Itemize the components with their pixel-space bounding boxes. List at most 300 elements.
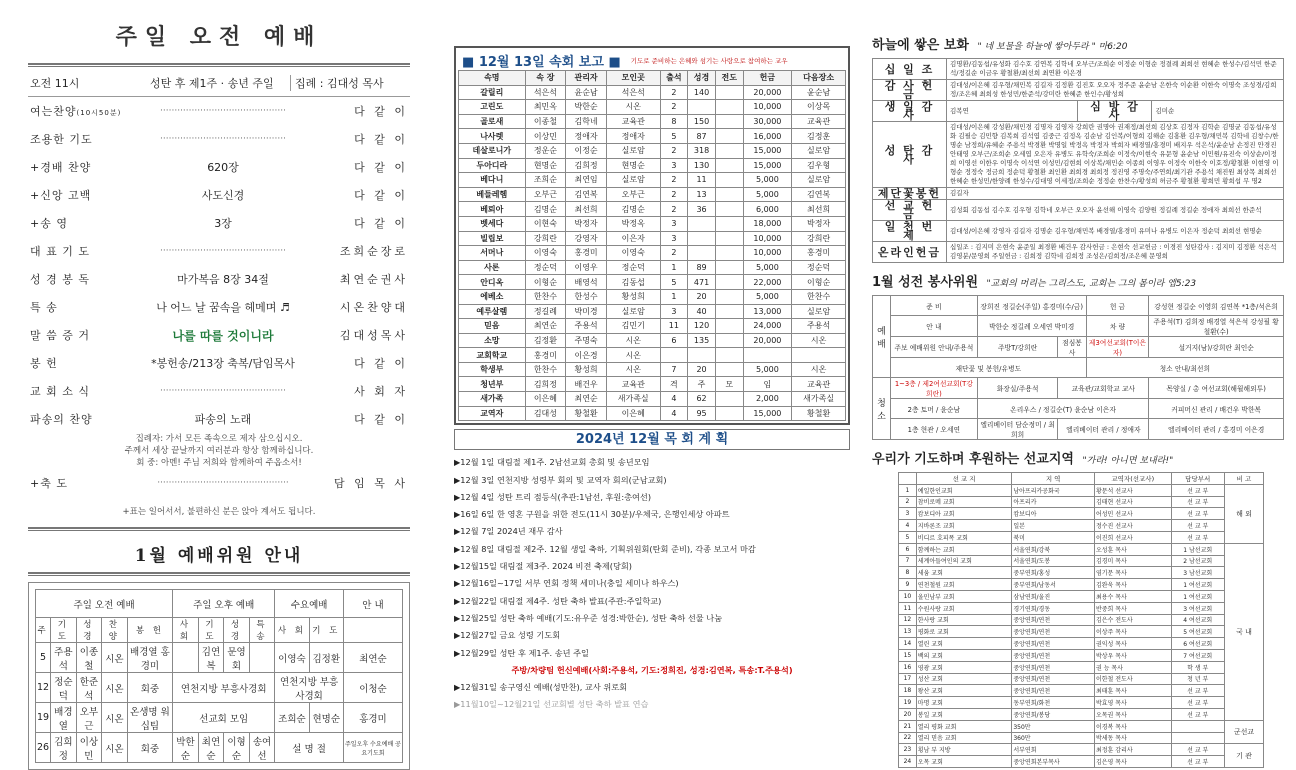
mission-cell: 7 <box>899 555 917 567</box>
order-item: 나 어느 날 꿈속을 헤메며 ♬ <box>156 301 290 314</box>
report-cell <box>715 202 743 217</box>
mission-cell: 평화로 교회 <box>916 626 1012 638</box>
schedule-item: ▶12월 3일 연천지방 성령부 회의 및 교역자 회의(군남교회) <box>454 474 667 485</box>
duty-cell: 최연순 <box>198 733 224 763</box>
mission-cell: 열리 평화 교회 <box>916 720 1012 732</box>
order-label <box>30 383 130 399</box>
report-col-header: 속명 <box>459 71 526 86</box>
report-cell: 김우형 <box>792 158 846 173</box>
report-cell: 최민옥 <box>525 100 566 115</box>
schedule-item: ▶12월27일 금요 성령 기도회 <box>454 630 561 641</box>
report-cell <box>715 187 743 202</box>
report-subtitle: 기도로 준비하는 은혜와 섬기는 사랑으로 참여하는 교우 <box>630 56 788 65</box>
order-row <box>28 349 410 377</box>
order-who: 담 임 목 사 <box>334 477 408 490</box>
mission-cell: 최정훈 감리사 <box>1094 744 1171 756</box>
service-table <box>872 295 1284 440</box>
mission-cell: 황문석 선교사 <box>1094 484 1171 496</box>
report-cell: 박한순 <box>566 100 607 115</box>
duty-cell: 선교회 모임 <box>173 703 275 733</box>
duty-cell: 이종철 <box>76 643 102 673</box>
mission-cell: 김태현 선교사 <box>1094 496 1171 508</box>
mission-cell: 김완욱 목사 <box>1094 579 1171 591</box>
report-cell <box>715 304 743 319</box>
duty-cell: 26 <box>36 733 51 763</box>
report-cell: 120 <box>688 319 716 334</box>
report-cell <box>688 216 716 231</box>
report-cell <box>688 348 716 363</box>
duty-cell: 박한순 <box>173 733 199 763</box>
order-item: 사도신경 <box>201 189 245 202</box>
report-cell: 6,000 <box>743 202 792 217</box>
offering-key: 생 일 감 사 <box>873 101 947 122</box>
mission-side-cell: 해 외 <box>1224 484 1263 543</box>
report-cell: 김대성 <box>525 406 566 421</box>
report-row <box>459 231 846 246</box>
mission-cell: 연천철원 교회 <box>916 579 1012 591</box>
order-label <box>30 159 130 175</box>
offering-quote: " 네 보물을 하늘에 쌓아두라 " 마6:20 <box>977 42 1128 52</box>
report-cell: 한찬수 <box>792 289 846 304</box>
mission-cell: 21 <box>899 720 917 732</box>
section-rule <box>28 572 410 576</box>
report-row <box>459 143 846 158</box>
report-cell: 2 <box>660 173 688 188</box>
mission-cell: 오목 교회 <box>916 756 1012 768</box>
title-rule <box>28 63 410 67</box>
mission-cell: 서부연회 <box>1012 744 1095 756</box>
report-cell: 강희란 <box>792 231 846 246</box>
mission-cell: 중앙연회/연천 <box>1012 626 1095 638</box>
mission-cell: 염기문 목사 <box>1094 567 1171 579</box>
report-cell: 최연순 <box>525 319 566 334</box>
worship-header <box>28 69 410 97</box>
report-cell: 최선희 <box>566 202 607 217</box>
duty-row <box>36 733 403 763</box>
mission-cell: 17 <box>899 673 917 685</box>
service-cell: 헌 금 <box>1086 296 1149 316</box>
report-cell <box>660 348 688 363</box>
duty-guide-cell: 이청순 <box>343 673 402 703</box>
mission-cell: 동부연회/화천 <box>1012 697 1095 709</box>
report-cell <box>715 333 743 348</box>
offering-value: 김길자 <box>947 188 1284 200</box>
section-rule <box>28 527 410 531</box>
report-cell: 시온 <box>606 348 660 363</box>
offering-title: 하늘에 쌓은 보화 <box>872 38 969 53</box>
report-cell: 황철환 <box>792 406 846 421</box>
report-row <box>459 392 846 407</box>
report-cell: 박정자 <box>566 216 607 231</box>
offering-value: 김대성/이은혜 김우형/채민복 김길자 김정환 김진호 오오자 정주준 윤순남 은한숙 이순환 이한숙 이명숙 조성경/김희정/조은혜 최희성 한성민/한준석/강미란 한혜준 한인수/황성희 <box>947 80 1284 101</box>
report-cell: 김명순 <box>525 202 566 217</box>
report-cell: 홍경미 <box>525 348 566 363</box>
report-table <box>458 70 846 421</box>
mission-cell: 박세동 목사 <box>1094 732 1171 744</box>
offering-row <box>873 80 1284 101</box>
report-col-header: 성경 <box>688 71 716 86</box>
report-cell: 교육관 <box>606 377 660 392</box>
mission-cell: 정수진 선교사 <box>1094 520 1171 532</box>
clean-cell: 1~3층 / 제2여선교회(T강희란) <box>891 378 978 399</box>
order-label-text: 조용한 기도 <box>30 133 93 146</box>
standing-note: +표는 일어서서, 불편하신 분은 앉아 계셔도 됩니다. <box>122 507 316 517</box>
duty-cell: 연천지방 부흥사경회 <box>173 673 275 703</box>
duty-cell: 시온 <box>102 673 128 703</box>
report-cell: 김희정 <box>525 377 566 392</box>
schedule-item: ▶12월 7일 2024년 재무 감사 <box>454 526 563 537</box>
mission-col-header: 교역자(선교사) <box>1094 473 1171 485</box>
duty-cell: 오부근 <box>76 703 102 733</box>
report-row <box>459 362 846 377</box>
mission-cell: 2 <box>899 496 917 508</box>
mission-row <box>899 508 1264 520</box>
report-cell: 5,000 <box>743 289 792 304</box>
order-item: ············································ <box>160 386 286 396</box>
service-row <box>873 337 1284 358</box>
order-label <box>30 103 130 119</box>
report-cell <box>715 85 743 100</box>
duty-cell: 연천지방 부흥사경회 <box>275 673 344 703</box>
mission-cell: 마명 교회 <box>916 697 1012 709</box>
mission-row <box>899 661 1264 673</box>
clean-cell: 교육관/교회학교 교사 <box>1058 378 1149 399</box>
report-cell: 15,000 <box>743 143 792 158</box>
duty-cell: 한준석 <box>76 673 102 703</box>
clean-cell: 화장실/주용석 <box>977 378 1058 399</box>
duty-cell: 온생명 워십팀 <box>127 703 173 733</box>
mission-row <box>899 614 1264 626</box>
mission-cell: 예일한인교회 <box>916 484 1012 496</box>
report-cell: 교육관 <box>792 377 846 392</box>
duty-cell <box>249 643 275 673</box>
report-cell: 한찬수 <box>525 289 566 304</box>
mission-header <box>872 448 1284 467</box>
report-cell: 김명순 <box>606 202 660 217</box>
report-cell <box>715 348 743 363</box>
report-cell: 62 <box>688 392 716 407</box>
report-cell: 예루살렘 <box>459 304 526 319</box>
report-cell: 주명숙 <box>566 333 607 348</box>
clean-cell: 엘리베이터 관리 / 정애자 <box>1058 419 1149 440</box>
mission-cell: 중앙연회본부목사 <box>1012 756 1095 768</box>
order-row <box>28 237 410 265</box>
offering-table <box>872 58 1284 263</box>
service-cell: 설거지(남)/강희란 최인순 <box>1149 337 1284 358</box>
report-cell: 홍경미 <box>792 246 846 261</box>
report-cell: 36 <box>688 202 716 217</box>
report-cell: 사론 <box>459 260 526 275</box>
duty-cell: 배경열 홍경미 <box>127 643 173 673</box>
duty-sub-cell: 기 도 <box>309 618 343 643</box>
mission-row <box>899 685 1264 697</box>
mission-cell: 6 <box>899 543 917 555</box>
order-label: +축 도 <box>30 477 68 490</box>
report-cell: 갈릴리 <box>459 85 526 100</box>
report-cell: 150 <box>688 114 716 129</box>
report-col-header: 다음장소 <box>792 71 846 86</box>
report-cell: 실로암 <box>792 304 846 319</box>
report-cell: 안디옥 <box>459 275 526 290</box>
report-cell <box>715 216 743 231</box>
mission-row <box>899 732 1264 744</box>
report-cell: 22,000 <box>743 275 792 290</box>
order-label-text: 봉 헌 <box>30 357 58 370</box>
report-cell: 교육관 <box>792 114 846 129</box>
schedule-item: ▶12월22일 대림절 제4주. 성탄 축하 발표(주관:주일학교) <box>454 595 662 606</box>
mission-cell: 세계아들여인의 교회 <box>916 555 1012 567</box>
offering-row <box>873 59 1284 80</box>
report-col-header: 출석 <box>660 71 688 86</box>
duty-cell: 설 명 절 <box>275 733 344 763</box>
duty-cell: 19 <box>36 703 51 733</box>
order-row <box>28 209 410 237</box>
report-cell: 5,000 <box>743 362 792 377</box>
mission-cell: 참비로메 교회 <box>916 496 1012 508</box>
duty-subheader <box>36 618 403 643</box>
report-cell: 최연순 <box>566 392 607 407</box>
report-cell: 윤순남 <box>792 85 846 100</box>
report-panel <box>432 0 864 721</box>
report-cell <box>715 362 743 377</box>
mission-cell: 일본 <box>1012 520 1095 532</box>
report-row <box>459 333 846 348</box>
report-cell: 2 <box>660 187 688 202</box>
dismissal-notice <box>28 433 410 469</box>
report-cell: 석은석 <box>525 85 566 100</box>
worship-season: 성탄 후 제1주 · 송년 주일 <box>150 76 274 90</box>
report-cell: 2 <box>660 100 688 115</box>
duty-group: 수요예배 <box>275 590 344 618</box>
report-cell: 정순덕 <box>792 260 846 275</box>
mission-cell: 8 <box>899 567 917 579</box>
service-cell: 청소 안내/최선희 <box>1086 358 1283 378</box>
report-cell: 24,000 <box>743 319 792 334</box>
report-cell: 실로암 <box>606 173 660 188</box>
mission-wrap <box>872 472 1284 768</box>
offering-row <box>873 242 1284 263</box>
report-cell <box>715 319 743 334</box>
report-cell: 김연복 <box>566 187 607 202</box>
clean-row <box>873 399 1284 419</box>
clean-cell: 엘리베이터 담순정미 / 최희희 <box>977 419 1058 440</box>
service-cell: 장희진 정길순(주일) 홍경미(수/금) <box>977 296 1086 316</box>
mission-col-header: 선 교 지 <box>916 473 1012 485</box>
report-cell: 4 <box>660 406 688 421</box>
mission-cell: 1 남선교회 <box>1171 543 1224 555</box>
report-cell: 10,000 <box>743 100 792 115</box>
report-row <box>459 319 846 334</box>
service-cell: 제3여선교회(T이은자) <box>1086 337 1149 358</box>
mission-row <box>899 543 1264 555</box>
order-who: 최연순권사 <box>339 273 408 286</box>
order-who: 시온찬양대 <box>339 301 408 314</box>
mission-cell: 청 년 부 <box>1171 673 1224 685</box>
report-cell: 정애자 <box>566 129 607 144</box>
mission-cell: 오목권 목사 <box>1094 708 1171 720</box>
order-label <box>30 327 130 343</box>
report-cell <box>743 348 792 363</box>
report-cell: 이은혜 <box>606 406 660 421</box>
report-cell: 강영자 <box>566 231 607 246</box>
mission-cell: 캄보디아 <box>1012 508 1095 520</box>
report-row <box>459 100 846 115</box>
mission-cell: 열린 교회 <box>916 638 1012 650</box>
order-label-text: 대 표 기 도 <box>30 245 90 258</box>
order-label-text: 파송의 찬양 <box>30 413 93 426</box>
duty-cell: 조희순 <box>275 703 309 733</box>
mission-cell: 함께하는 교회 <box>916 543 1012 555</box>
offering-value: 김미순 <box>1152 101 1284 122</box>
report-cell: 2,000 <box>743 392 792 407</box>
service-cell: 차 량 <box>1086 316 1149 337</box>
mission-side-cell: 군선교 <box>1224 720 1263 744</box>
mission-cell: 중앙연회/연천 <box>1012 638 1095 650</box>
duty-cell: 문영회 <box>224 643 250 673</box>
order-item: 마가복음 8장 34절 <box>177 273 269 286</box>
service-cell: 점심봉사 <box>1058 337 1086 358</box>
mission-cell: 2 남선교회 <box>1171 555 1224 567</box>
report-cell: 2 <box>660 202 688 217</box>
report-cell: 시온 <box>606 100 660 115</box>
report-cell: 배영석 <box>566 275 607 290</box>
mission-cell: 1 <box>899 484 917 496</box>
report-cell: 최선희 <box>792 202 846 217</box>
order-row <box>28 125 410 153</box>
report-cell: 윤순남 <box>566 85 607 100</box>
duty-table <box>35 589 403 763</box>
mission-cell: 한사랑 교회 <box>916 614 1012 626</box>
report-box <box>454 46 850 425</box>
duty-cell: 이영숙 <box>275 643 309 673</box>
report-row <box>459 289 846 304</box>
report-cell: 30,000 <box>743 114 792 129</box>
report-cell: 시온 <box>792 333 846 348</box>
report-cell: 정순덕 <box>525 260 566 275</box>
mission-cell: 김은수 전도사 <box>1094 614 1171 626</box>
report-cell: 5,000 <box>743 173 792 188</box>
report-cell <box>715 129 743 144</box>
duty-group-row <box>36 590 403 618</box>
mission-cell: 영광 교회 <box>916 661 1012 673</box>
schedule-item: ▶12월31일 송구영신 예배(성만찬), 교사 위로회 <box>454 682 628 693</box>
mission-cell: 선 교 부 <box>1171 531 1224 543</box>
mission-cell <box>1171 732 1224 744</box>
offering-key: 제단꽃봉헌 <box>873 188 947 200</box>
duty-cell: 회중 <box>127 733 173 763</box>
service-cell: 재단꽃 및 봉헌/유병도 <box>891 358 1087 378</box>
report-cell: 골로새 <box>459 114 526 129</box>
service-row <box>873 358 1284 378</box>
report-cell <box>792 348 846 363</box>
order-row <box>28 97 410 125</box>
report-cell: 김희정 <box>566 158 607 173</box>
mission-cell: 중앙연회/연천 <box>1012 649 1095 661</box>
report-cell <box>715 289 743 304</box>
report-cell: 6 <box>660 333 688 348</box>
report-cell: 16,000 <box>743 129 792 144</box>
mission-cell: 오성훈 목사 <box>1094 543 1171 555</box>
report-cell: 주 <box>688 377 716 392</box>
report-cell: 11 <box>660 319 688 334</box>
mission-cell: 중앙연회/연천 <box>1012 614 1095 626</box>
report-cell: 시온 <box>606 333 660 348</box>
report-cell: 이정순 <box>566 143 607 158</box>
report-cell: 이영숙 <box>606 246 660 261</box>
order-label <box>30 187 130 203</box>
order-who: 다 같 이 <box>354 217 408 230</box>
duty-guide-cell: 주일오후 수요예배 공요기도회 <box>343 733 402 763</box>
report-cell: 석은석 <box>606 85 660 100</box>
mission-row <box>899 720 1264 732</box>
mission-row <box>899 626 1264 638</box>
mission-header-row <box>899 473 1264 485</box>
duty-sub-cell: 기 도 <box>51 618 77 643</box>
report-cell: 주용석 <box>792 319 846 334</box>
offering-row <box>873 200 1284 221</box>
report-cell: 청년부 <box>459 377 526 392</box>
offering-value: 김대성/이은혜 강영자 김길자 김명순 김우형/채민복 배경열/홍경미 유미나 유병도 이은자 정순덕 최희선 현명순 <box>947 221 1284 242</box>
mission-cell: 선 교 부 <box>1171 697 1224 709</box>
duty-group: 안 내 <box>343 590 402 618</box>
mission-row <box>899 579 1264 591</box>
mission-cell: 4 <box>899 520 917 532</box>
report-cell: 실로암 <box>792 143 846 158</box>
duty-sub-cell <box>343 618 402 643</box>
report-cell: 140 <box>688 85 716 100</box>
report-col-header: 전도 <box>715 71 743 86</box>
report-cell <box>715 392 743 407</box>
report-cell: 고린도 <box>459 100 526 115</box>
report-cell: 정순덕 <box>606 260 660 275</box>
report-cell: 한성수 <box>566 289 607 304</box>
order-label-small: (10시50분) <box>76 109 122 117</box>
mission-cell: 9 <box>899 579 917 591</box>
duty-cell: 김정환 <box>309 643 343 673</box>
report-row <box>459 304 846 319</box>
report-cell: 김학네 <box>566 114 607 129</box>
order-dots: ·············································· <box>157 478 289 488</box>
report-cell <box>715 406 743 421</box>
mission-row <box>899 555 1264 567</box>
report-cell: 95 <box>688 406 716 421</box>
schedule-item: ▶11월10일~12월21일 선교회별 성탄 축하 발표 연습 <box>454 699 649 710</box>
mission-cell: 삼남연회/울진 <box>1012 590 1095 602</box>
service-cell: 주용석(T) 김희정 배경열 석은석 강성필 황철환(수) <box>1149 316 1284 337</box>
report-cell: 이형순 <box>525 275 566 290</box>
clean-cell: 엘리베이터 관리 / 홍경미 이은경 <box>1149 419 1284 440</box>
order-row <box>28 181 410 209</box>
duty-cell: 5 <box>36 643 51 673</box>
duty-cell: 김연복 <box>198 643 224 673</box>
duty-group: 주일 오후 예배 <box>173 590 275 618</box>
report-cell: 황성희 <box>606 289 660 304</box>
mission-cell: 14 <box>899 638 917 650</box>
report-cell: 이형순 <box>792 275 846 290</box>
report-cell <box>688 246 716 261</box>
report-cell: 모 <box>715 377 743 392</box>
service-row <box>873 316 1284 337</box>
offering-key: 성 탄 감 사 <box>873 122 947 188</box>
mission-row <box>899 673 1264 685</box>
mission-row <box>899 649 1264 661</box>
report-cell: 이영숙 <box>525 246 566 261</box>
mission-cell: 권 능 목사 <box>1094 661 1171 673</box>
report-row <box>459 114 846 129</box>
mission-cell: 23 <box>899 744 917 756</box>
order-row <box>28 377 410 405</box>
mission-cell: 백의 교회 <box>916 649 1012 661</box>
